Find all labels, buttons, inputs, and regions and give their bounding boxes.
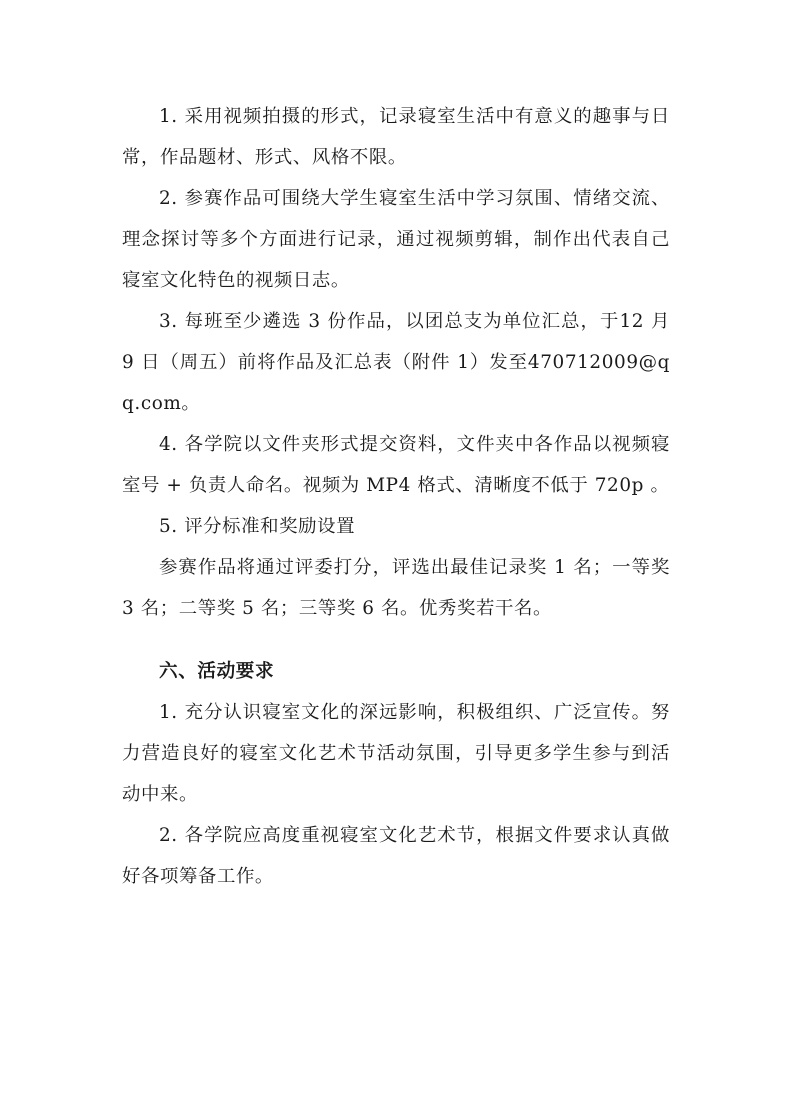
paragraph-awards: 参赛作品将通过评委打分，评选出最佳记录奖 1 名；一等奖 3 名；二等奖 5 名；三等奖 6 名。优秀奖若干名。 (122, 557, 670, 619)
requirement-item-1: 1. 充分认识寝室文化的深远影响，积极组织、广泛宣传。努力营造良好的寝室文化艺术节活动氛围，引导更多学生参与到活动中来。 (122, 702, 670, 805)
section-heading-requirements: 六、活动要求 (159, 661, 275, 682)
paragraph-item-5: 5. 评分标准和奖励设置 (159, 516, 356, 537)
paragraph-item-1: 1. 采用视频拍摄的形式，记录寝室生活中有意义的趣事与日常，作品题材、形式、风格不限。 (122, 106, 670, 168)
document-body (122, 96, 670, 897)
paragraph-item-3: 3. 每班至少遴选 3 份作品，以团总支为单位汇总，于12 月 9 日（周五）前将作品及汇总表（附件 1）发至470712009@qq.com。 (122, 311, 670, 414)
requirement-item-2: 2. 各学院应高度重视寝室文化艺术节，根据文件要求认真做好各项筹备工作。 (122, 825, 670, 887)
paragraph-item-2: 2. 参赛作品可围绕大学生寝室生活中学习氛围、情绪交流、理念探讨等多个方面进行记录，通过视频剪辑，制作出代表自己寝室文化特色的视频日志。 (122, 188, 670, 291)
paragraph-item-4: 4. 各学院以文件夹形式提交资料，文件夹中各作品以视频寝室号 + 负责人命名。视频为 MP4 格式、清晰度不低于 720p 。 (122, 434, 670, 496)
